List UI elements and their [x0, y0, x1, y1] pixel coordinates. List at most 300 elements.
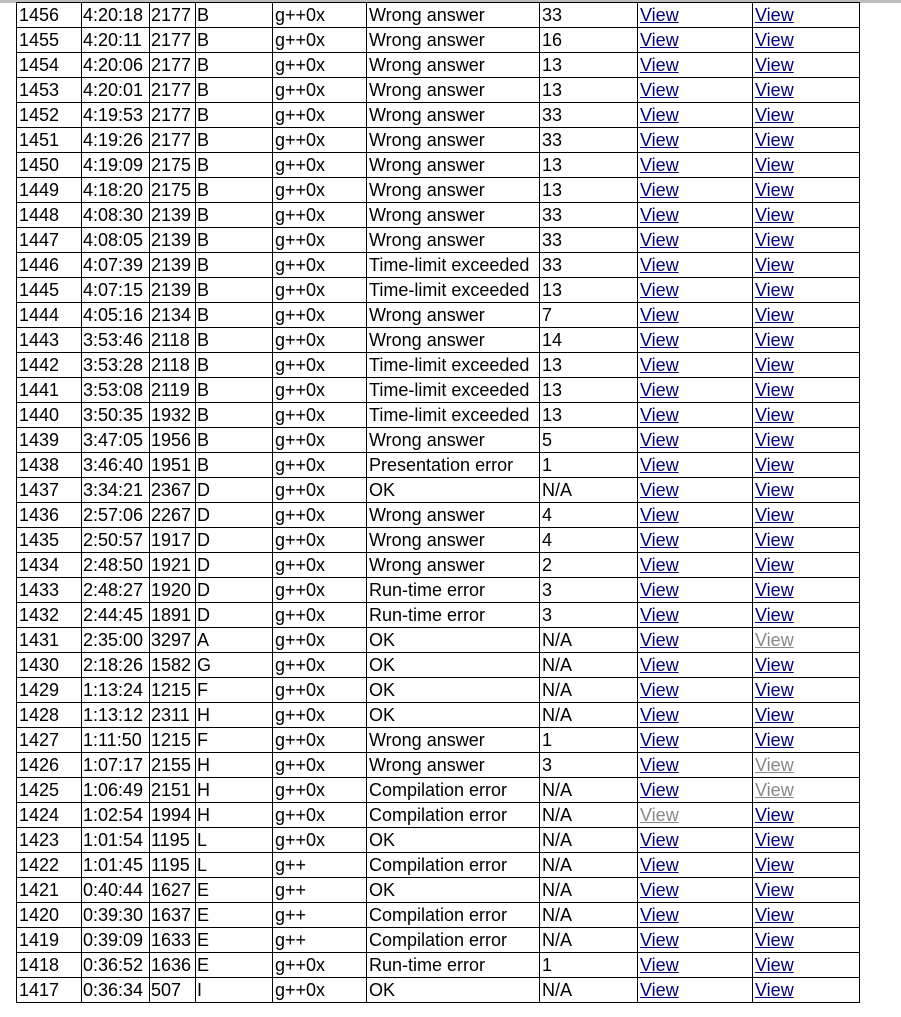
cell-view-source	[638, 703, 753, 728]
cell-result: Compilation error	[367, 803, 540, 828]
cell-view-report	[753, 903, 860, 928]
cell-test: 13	[540, 178, 638, 203]
cell-view-report	[753, 653, 860, 678]
cell-language: g++0x	[273, 103, 367, 128]
cell-view-report	[753, 678, 860, 703]
view-source-link[interactable]: View	[640, 955, 679, 975]
cell-user: 1195	[150, 828, 196, 853]
cell-problem: B	[196, 328, 273, 353]
cell-language: g++0x	[273, 453, 367, 478]
view-source-link[interactable]: View	[640, 130, 679, 150]
view-source-link[interactable]: View	[640, 405, 679, 425]
table-row	[17, 978, 860, 1003]
cell-language: g++0x	[273, 653, 367, 678]
cell-test: N/A	[540, 653, 638, 678]
cell-test: 16	[540, 28, 638, 53]
cell-language: g++0x	[273, 353, 367, 378]
cell-language: g++0x	[273, 153, 367, 178]
view-source-link[interactable]: View	[640, 605, 679, 625]
cell-test: N/A	[540, 978, 638, 1003]
view-report-link[interactable]: View	[755, 605, 794, 625]
cell-result: Wrong answer	[367, 78, 540, 103]
view-report-link[interactable]: View	[755, 205, 794, 225]
view-source-link[interactable]: View	[640, 980, 679, 1000]
cell-test: 3	[540, 753, 638, 778]
cell-result: Wrong answer	[367, 728, 540, 753]
cell-result: Wrong answer	[367, 503, 540, 528]
view-report-link[interactable]: View	[755, 530, 794, 550]
cell-language: g++0x	[273, 303, 367, 328]
cell-view-report	[753, 628, 860, 653]
view-report-link[interactable]: View	[755, 730, 794, 750]
table-row	[17, 703, 860, 728]
view-source-link[interactable]: View	[640, 380, 679, 400]
view-report-link[interactable]: View	[755, 230, 794, 250]
view-source-link[interactable]: View	[640, 780, 679, 800]
view-report-link[interactable]: View	[755, 330, 794, 350]
cell-view-source	[638, 228, 753, 253]
cell-language: g++0x	[273, 203, 367, 228]
cell-user: 2177	[150, 78, 196, 103]
view-source-link[interactable]: View	[640, 355, 679, 375]
view-report-link[interactable]: View	[755, 405, 794, 425]
table-row	[17, 278, 860, 303]
cell-run-id: 1439	[17, 428, 82, 453]
view-source-link[interactable]: View	[640, 930, 679, 950]
table-row	[17, 353, 860, 378]
cell-run-id: 1447	[17, 228, 82, 253]
cell-user: 2118	[150, 353, 196, 378]
cell-view-report	[753, 53, 860, 78]
view-source-link[interactable]: View	[640, 280, 679, 300]
cell-user: 2177	[150, 3, 196, 28]
view-source-link[interactable]: View	[640, 630, 679, 650]
table-row	[17, 553, 860, 578]
view-report-link[interactable]: View	[755, 830, 794, 850]
table-row	[17, 78, 860, 103]
cell-test: 14	[540, 328, 638, 353]
view-source-link[interactable]: View	[640, 205, 679, 225]
cell-view-source	[638, 853, 753, 878]
view-report-link[interactable]: View	[755, 930, 794, 950]
table-row	[17, 928, 860, 953]
cell-view-source	[638, 953, 753, 978]
table-row	[17, 828, 860, 853]
view-source-link[interactable]: View	[640, 655, 679, 675]
cell-view-source	[638, 53, 753, 78]
cell-view-report	[753, 3, 860, 28]
cell-problem: B	[196, 403, 273, 428]
cell-run-id: 1418	[17, 953, 82, 978]
cell-view-source	[638, 978, 753, 1003]
cell-time: 0:40:44	[82, 878, 150, 903]
view-report-link[interactable]: View	[755, 805, 794, 825]
cell-run-id: 1445	[17, 278, 82, 303]
table-row	[17, 528, 860, 553]
cell-time: 2:48:27	[82, 578, 150, 603]
cell-problem: B	[196, 53, 273, 78]
view-report-link[interactable]: View	[755, 280, 794, 300]
cell-run-id: 1454	[17, 53, 82, 78]
cell-problem: D	[196, 603, 273, 628]
cell-result: Wrong answer	[367, 128, 540, 153]
cell-run-id: 1435	[17, 528, 82, 553]
cell-view-source	[638, 678, 753, 703]
cell-language: g++0x	[273, 328, 367, 353]
view-source-link[interactable]: View	[640, 905, 679, 925]
view-source-link[interactable]: View	[640, 480, 679, 500]
cell-test: 13	[540, 278, 638, 303]
cell-run-id: 1422	[17, 853, 82, 878]
cell-run-id: 1437	[17, 478, 82, 503]
cell-view-source	[638, 503, 753, 528]
view-source-link[interactable]: View	[640, 555, 679, 575]
view-report-link[interactable]: View	[755, 505, 794, 525]
cell-time: 4:20:01	[82, 78, 150, 103]
view-report-link[interactable]: View	[755, 305, 794, 325]
cell-view-source	[638, 328, 753, 353]
cell-language: g++0x	[273, 803, 367, 828]
cell-test: 1	[540, 728, 638, 753]
cell-run-id: 1433	[17, 578, 82, 603]
cell-test: N/A	[540, 828, 638, 853]
cell-language: g++0x	[273, 53, 367, 78]
cell-test: 3	[540, 603, 638, 628]
view-report-link[interactable]: View	[755, 755, 794, 775]
cell-problem: F	[196, 728, 273, 753]
cell-result: Wrong answer	[367, 553, 540, 578]
cell-user: 1891	[150, 603, 196, 628]
cell-view-report	[753, 328, 860, 353]
cell-view-report	[753, 578, 860, 603]
cell-view-source	[638, 928, 753, 953]
cell-time: 2:44:45	[82, 603, 150, 628]
cell-time: 4:19:26	[82, 128, 150, 153]
view-report-link[interactable]: View	[755, 255, 794, 275]
cell-user: 1951	[150, 453, 196, 478]
cell-view-source	[638, 728, 753, 753]
table-row	[17, 253, 860, 278]
cell-result: Wrong answer	[367, 178, 540, 203]
view-report-link[interactable]: View	[755, 155, 794, 175]
cell-run-id: 1450	[17, 153, 82, 178]
cell-view-source	[638, 628, 753, 653]
cell-user: 1932	[150, 403, 196, 428]
cell-language: g++0x	[273, 478, 367, 503]
cell-problem: B	[196, 253, 273, 278]
cell-result: OK	[367, 478, 540, 503]
cell-test: N/A	[540, 628, 638, 653]
view-source-link[interactable]: View	[640, 855, 679, 875]
cell-view-report	[753, 178, 860, 203]
cell-problem: B	[196, 103, 273, 128]
cell-problem: E	[196, 953, 273, 978]
cell-problem: D	[196, 528, 273, 553]
view-source-link[interactable]: View	[640, 155, 679, 175]
cell-run-id: 1441	[17, 378, 82, 403]
view-source-link[interactable]: View	[640, 680, 679, 700]
cell-view-report	[753, 853, 860, 878]
cell-user: 1921	[150, 553, 196, 578]
view-report-link[interactable]: View	[755, 655, 794, 675]
view-report-link[interactable]: View	[755, 955, 794, 975]
cell-language: g++0x	[273, 253, 367, 278]
table-row	[17, 428, 860, 453]
view-report-link[interactable]: View	[755, 580, 794, 600]
cell-result: Wrong answer	[367, 428, 540, 453]
cell-view-source	[638, 478, 753, 503]
view-report-link[interactable]: View	[755, 55, 794, 75]
cell-user: 2267	[150, 503, 196, 528]
view-report-link[interactable]: View	[755, 355, 794, 375]
view-source-link[interactable]: View	[640, 80, 679, 100]
cell-view-report	[753, 128, 860, 153]
cell-result: Presentation error	[367, 453, 540, 478]
cell-time: 4:20:06	[82, 53, 150, 78]
cell-time: 1:02:54	[82, 803, 150, 828]
view-report-link[interactable]: View	[755, 5, 794, 25]
cell-view-report	[753, 878, 860, 903]
view-source-link[interactable]: View	[640, 180, 679, 200]
view-report-link[interactable]: View	[755, 430, 794, 450]
table-row	[17, 328, 860, 353]
cell-problem: B	[196, 378, 273, 403]
cell-problem: L	[196, 853, 273, 878]
cell-test: 13	[540, 53, 638, 78]
cell-view-source	[638, 378, 753, 403]
cell-result: Wrong answer	[367, 103, 540, 128]
table-row	[17, 853, 860, 878]
cell-run-id: 1455	[17, 28, 82, 53]
cell-language: g++0x	[273, 403, 367, 428]
table-row	[17, 503, 860, 528]
cell-problem: D	[196, 578, 273, 603]
cell-test: N/A	[540, 678, 638, 703]
cell-test: 4	[540, 528, 638, 553]
cell-language: g++0x	[273, 378, 367, 403]
cell-language: g++0x	[273, 978, 367, 1003]
cell-language: g++0x	[273, 3, 367, 28]
cell-view-source	[638, 203, 753, 228]
cell-view-report	[753, 503, 860, 528]
view-source-link[interactable]: View	[640, 330, 679, 350]
cell-problem: B	[196, 303, 273, 328]
cell-view-source	[638, 178, 753, 203]
cell-view-report	[753, 478, 860, 503]
cell-time: 2:48:50	[82, 553, 150, 578]
cell-run-id: 1432	[17, 603, 82, 628]
view-source-link[interactable]: View	[640, 55, 679, 75]
cell-view-report	[753, 728, 860, 753]
cell-user: 1215	[150, 728, 196, 753]
cell-user: 2134	[150, 303, 196, 328]
cell-problem: D	[196, 553, 273, 578]
cell-time: 1:11:50	[82, 728, 150, 753]
cell-view-source	[638, 553, 753, 578]
view-report-link[interactable]: View	[755, 480, 794, 500]
cell-problem: B	[196, 203, 273, 228]
cell-time: 1:01:54	[82, 828, 150, 853]
cell-user: 507	[150, 978, 196, 1003]
view-report-link[interactable]: View	[755, 555, 794, 575]
view-source-link[interactable]: View	[640, 705, 679, 725]
cell-run-id: 1446	[17, 253, 82, 278]
cell-time: 4:07:15	[82, 278, 150, 303]
cell-run-id: 1419	[17, 928, 82, 953]
cell-run-id: 1425	[17, 778, 82, 803]
cell-result: Run-time error	[367, 953, 540, 978]
view-report-link[interactable]: View	[755, 980, 794, 1000]
table-row	[17, 103, 860, 128]
cell-time: 4:19:53	[82, 103, 150, 128]
cell-problem: B	[196, 353, 273, 378]
cell-result: Time-limit exceeded	[367, 403, 540, 428]
cell-result: Wrong answer	[367, 28, 540, 53]
cell-run-id: 1427	[17, 728, 82, 753]
table-row	[17, 478, 860, 503]
view-report-link[interactable]: View	[755, 130, 794, 150]
cell-view-report	[753, 828, 860, 853]
cell-view-source	[638, 128, 753, 153]
cell-user: 1215	[150, 678, 196, 703]
cell-result: OK	[367, 703, 540, 728]
cell-view-source	[638, 428, 753, 453]
table-row	[17, 653, 860, 678]
view-report-link[interactable]: View	[755, 180, 794, 200]
cell-test: N/A	[540, 478, 638, 503]
cell-run-id: 1420	[17, 903, 82, 928]
cell-view-report	[753, 378, 860, 403]
table-row	[17, 128, 860, 153]
table-row	[17, 728, 860, 753]
cell-view-source	[638, 153, 753, 178]
cell-time: 1:13:12	[82, 703, 150, 728]
table-row	[17, 778, 860, 803]
view-report-link[interactable]: View	[755, 105, 794, 125]
cell-result: Wrong answer	[367, 153, 540, 178]
cell-view-report	[753, 78, 860, 103]
cell-language: g++0x	[273, 78, 367, 103]
cell-test: 1	[540, 953, 638, 978]
view-source-link[interactable]: View	[640, 105, 679, 125]
cell-user: 1627	[150, 878, 196, 903]
cell-language: g++0x	[273, 503, 367, 528]
view-report-link[interactable]: View	[755, 780, 794, 800]
cell-test: 5	[540, 428, 638, 453]
view-report-link[interactable]: View	[755, 80, 794, 100]
view-source-link[interactable]: View	[640, 255, 679, 275]
view-source-link[interactable]: View	[640, 530, 679, 550]
cell-test: 2	[540, 553, 638, 578]
view-source-link[interactable]: View	[640, 505, 679, 525]
view-source-link[interactable]: View	[640, 580, 679, 600]
cell-view-report	[753, 803, 860, 828]
cell-user: 1637	[150, 903, 196, 928]
cell-run-id: 1421	[17, 878, 82, 903]
view-source-link[interactable]: View	[640, 755, 679, 775]
cell-view-source	[638, 878, 753, 903]
cell-test: 33	[540, 228, 638, 253]
view-report-link[interactable]: View	[755, 905, 794, 925]
cell-view-report	[753, 428, 860, 453]
cell-test: 13	[540, 153, 638, 178]
table-row	[17, 453, 860, 478]
cell-result: Wrong answer	[367, 228, 540, 253]
cell-test: 13	[540, 378, 638, 403]
cell-user: 2177	[150, 128, 196, 153]
cell-run-id: 1456	[17, 3, 82, 28]
cell-time: 0:36:34	[82, 978, 150, 1003]
view-report-link[interactable]: View	[755, 880, 794, 900]
cell-language: g++	[273, 903, 367, 928]
view-source-link[interactable]: View	[640, 455, 679, 475]
table-row	[17, 303, 860, 328]
view-report-link[interactable]: View	[755, 30, 794, 50]
cell-language: g++	[273, 928, 367, 953]
cell-problem: I	[196, 978, 273, 1003]
cell-time: 4:20:18	[82, 3, 150, 28]
cell-test: N/A	[540, 703, 638, 728]
view-report-link[interactable]: View	[755, 680, 794, 700]
cell-result: Time-limit exceeded	[367, 278, 540, 303]
cell-problem: L	[196, 828, 273, 853]
view-source-link[interactable]: View	[640, 430, 679, 450]
view-source-link[interactable]: View	[640, 805, 679, 825]
cell-view-report	[753, 278, 860, 303]
cell-problem: A	[196, 628, 273, 653]
cell-time: 4:07:39	[82, 253, 150, 278]
cell-language: g++0x	[273, 553, 367, 578]
view-source-link[interactable]: View	[640, 830, 679, 850]
view-source-link[interactable]: View	[640, 230, 679, 250]
cell-run-id: 1440	[17, 403, 82, 428]
cell-result: Wrong answer	[367, 528, 540, 553]
view-report-link[interactable]: View	[755, 855, 794, 875]
cell-user: 2151	[150, 778, 196, 803]
cell-test: N/A	[540, 803, 638, 828]
view-report-link[interactable]: View	[755, 630, 794, 650]
cell-result: Wrong answer	[367, 303, 540, 328]
cell-run-id: 1417	[17, 978, 82, 1003]
view-source-link[interactable]: View	[640, 730, 679, 750]
cell-problem: H	[196, 778, 273, 803]
cell-time: 4:18:20	[82, 178, 150, 203]
cell-user: 1195	[150, 853, 196, 878]
cell-test: 13	[540, 78, 638, 103]
table-row	[17, 403, 860, 428]
view-source-link[interactable]: View	[640, 305, 679, 325]
view-source-link[interactable]: View	[640, 880, 679, 900]
cell-run-id: 1444	[17, 303, 82, 328]
cell-time: 3:53:28	[82, 353, 150, 378]
table-row	[17, 753, 860, 778]
cell-time: 3:50:35	[82, 403, 150, 428]
cell-test: 7	[540, 303, 638, 328]
view-report-link[interactable]: View	[755, 380, 794, 400]
cell-test: 13	[540, 403, 638, 428]
view-report-link[interactable]: View	[755, 705, 794, 725]
cell-problem: B	[196, 3, 273, 28]
cell-language: g++0x	[273, 703, 367, 728]
cell-language: g++0x	[273, 528, 367, 553]
cell-run-id: 1449	[17, 178, 82, 203]
cell-time: 2:57:06	[82, 503, 150, 528]
view-source-link[interactable]: View	[640, 5, 679, 25]
cell-result: Wrong answer	[367, 53, 540, 78]
view-report-link[interactable]: View	[755, 455, 794, 475]
cell-user: 2155	[150, 753, 196, 778]
view-source-link[interactable]: View	[640, 30, 679, 50]
